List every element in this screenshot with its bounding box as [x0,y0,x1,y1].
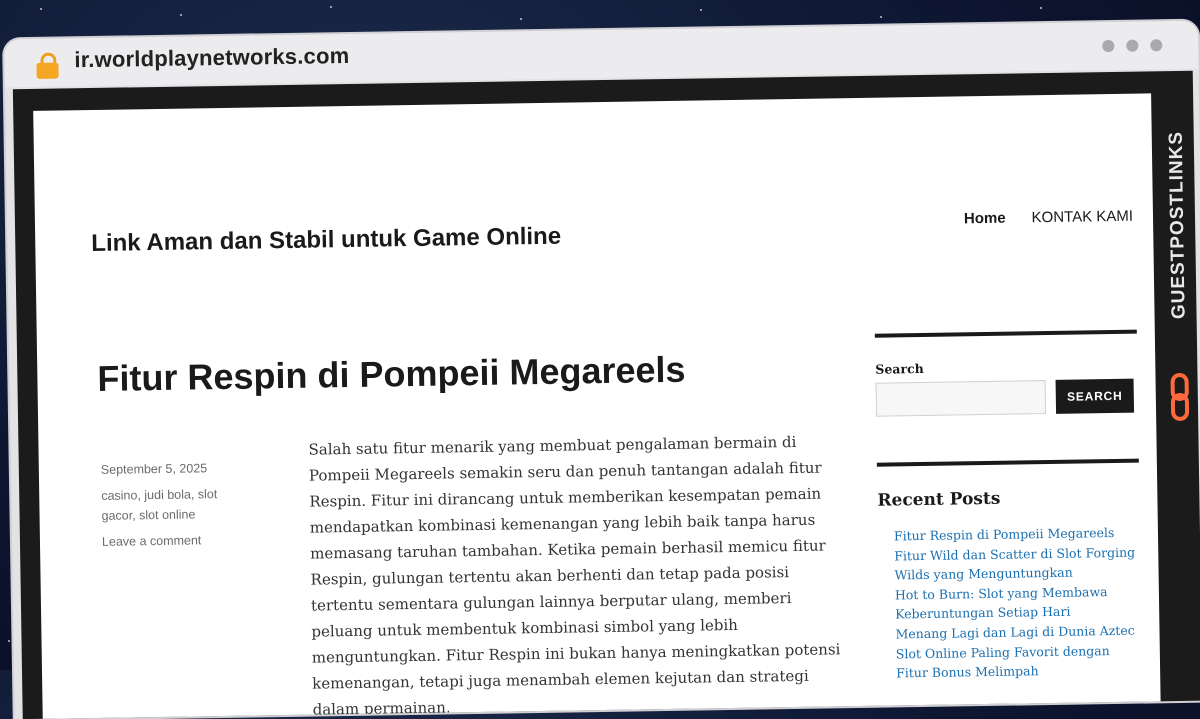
sidebar [875,330,1142,684]
nav-home[interactable]: Home [963,209,1006,228]
search-label: Search [875,360,924,377]
search-input[interactable] [876,380,1047,417]
search-form [876,379,1139,417]
url-text[interactable]: ir.worldplaynetworks.com [74,42,350,73]
recent-post-link[interactable]: Fitur Respin di Pompeii Megareels [893,524,1115,544]
post-body: Salah satu fitur menarik yang membuat pengalaman bermain di Pompeii Megareels semakin seru dan penuh tantangan adalah fitur Respin. Fitur ini dirancang untuk memberikan kesempatan pemain mendapatkan kombinasi kemenangan yang lebih baik tanpa harus memasang taruhan tambahan. Ketika pemain berhasil memicu fitur Respin, gulungan tertentu akan berhenti dan tetap pada posisi tertentu sementara gulungan lainnya berputar ulang, memberi peluang untuk membentuk kombinasi simbol yang lebih menguntungkan. Fitur Respin ini bukan hanya meningkatkan potensi kemenangan, tetapi juga menambah elemen kejutan dan strategi dalam permainan, [308,432,841,719]
main-nav [964,208,1133,228]
sidebar-divider [877,459,1139,467]
web-page [33,93,1161,719]
post-categories[interactable]: casino, judi bola, slot gacor, slot online [101,487,218,523]
window-controls [1102,39,1162,52]
site-title[interactable]: Link Aman dan Stabil untuk Game Online [91,222,562,258]
recent-post-link[interactable]: Fitur Wild dan Scatter di Slot Forging Wilds yang Menguntungkan [894,544,1136,583]
post-date[interactable]: September 5, 2025 [100,461,208,477]
lock-icon [36,53,58,79]
recent-post-link[interactable]: Hot to Burn: Slot yang Membawa Keberuntungan Setiap Hari [894,583,1108,622]
recent-posts-list [894,523,1142,684]
window-dot-icon [1150,39,1162,51]
post-meta [101,458,253,558]
link-chain-icon [1169,373,1190,421]
recent-post-link[interactable]: Slot Online Paling Favorit dengan Fitur Bonus Melimpah [895,642,1110,681]
recent-post-link[interactable]: Menang Lagi dan Lagi di Dunia Aztec [895,622,1135,642]
recent-posts-title: Recent Posts [877,488,1001,511]
watermark [1162,131,1197,431]
sidebar-divider [875,330,1137,338]
search-button[interactable]: SEARCH [1056,379,1135,414]
post-title[interactable]: Fitur Respin di Pompeii Megareels [97,348,686,399]
nav-kontak-kami[interactable]: KONTAK KAMI [1031,207,1134,227]
screen-frame [13,71,1200,719]
browser-window [4,21,1200,719]
watermark-text: GUESTPOSTLINKS [1165,130,1190,320]
window-dot-icon [1126,40,1138,52]
window-dot-icon [1102,40,1114,52]
leave-comment-link[interactable]: Leave a comment [101,533,202,549]
